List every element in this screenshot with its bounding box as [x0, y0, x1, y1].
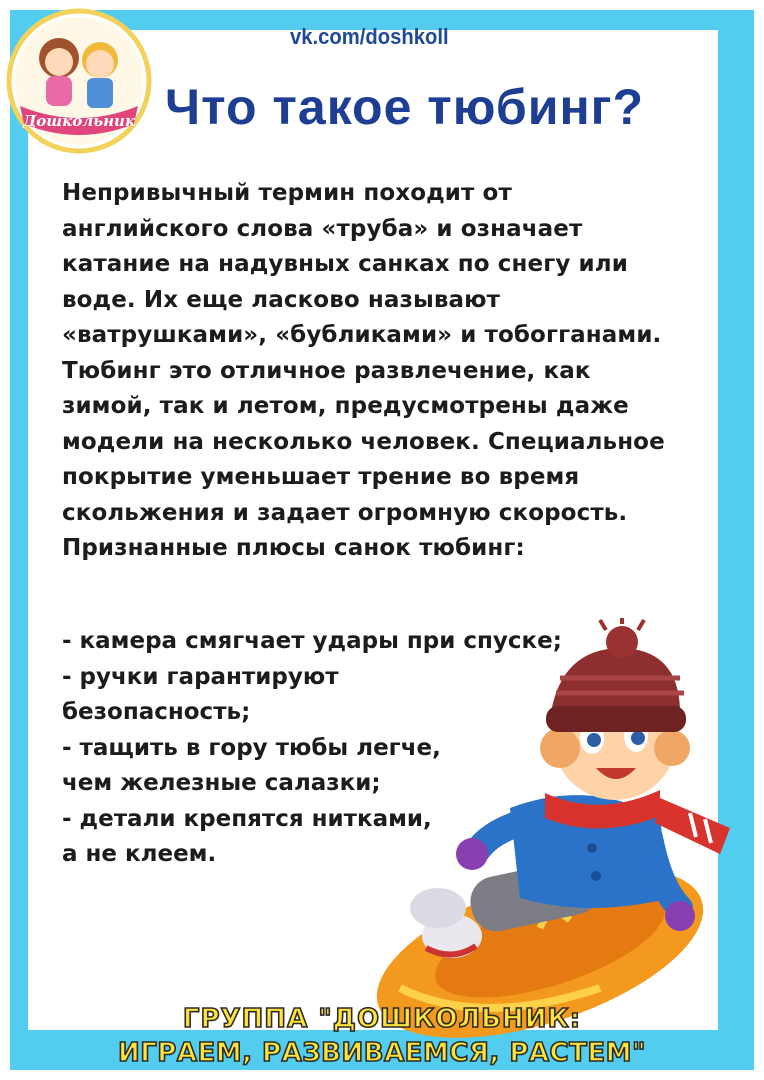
list-line: чем железные салазки; [62, 770, 381, 796]
logo-text: Дошкольник [22, 112, 136, 130]
site-url: vk.com/doshkoll [290, 24, 449, 49]
text-line: Непривычный термин походит от [62, 180, 512, 206]
text-line: покрытие уменьшает трение во время [62, 464, 580, 490]
page-title: Что такое тюбинг? [165, 79, 645, 135]
text-line: катание на надувных санках по снегу или [62, 251, 628, 277]
text-line: скольжения и задает огромную скорость. [62, 499, 628, 526]
footer-slogan: ИГРАЕМ, РАЗВИВАЕМСЯ, РАСТЕМ" [117, 1038, 647, 1068]
list-line: - камера смягчает удары при спуске; [62, 628, 562, 654]
list-line: а не клеем. [62, 841, 217, 867]
list-line: - детали крепятся нитками, [62, 805, 432, 832]
footer-group-name: ГРУППА "ДОШКОЛЬНИК: [182, 1004, 582, 1034]
text-line: Признанные плюсы санок тюбинг: [62, 535, 525, 561]
boy-on-tube-illustration [360, 618, 755, 1038]
text-line: воде. Их еще ласково называют [62, 286, 501, 313]
text-line: английского слова «труба» и означает [62, 215, 583, 242]
list-line: - тащить в гору тюбы легче, [62, 734, 441, 761]
text-line: Тюбинг это отличное развлечение, как [62, 357, 591, 384]
text-line: зимой, так и летом, предусмотрены даже [62, 393, 629, 419]
list-line: - ручки гарантируют [62, 663, 339, 690]
text-line: модели на несколько человек. Специальное [62, 428, 665, 455]
list-line: безопасность; [62, 699, 251, 725]
text-line: «ватрушками», «бубликами» и тобогганами. [62, 322, 662, 348]
doshkolnik-logo [4, 6, 154, 156]
intro-paragraph [62, 176, 712, 567]
